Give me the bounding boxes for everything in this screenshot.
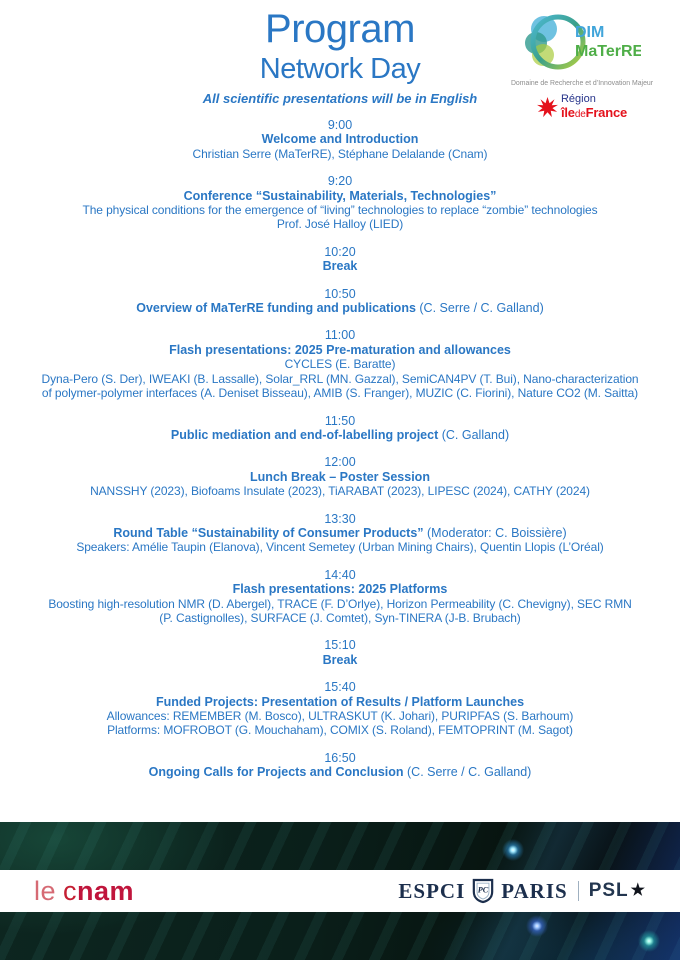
schedule-session [0,680,680,738]
session-title-text: Overview of MaTerRE funding and publications [136,301,416,316]
schedule-session [0,568,680,626]
cnam-le-part: le [34,875,57,906]
session-title-text: Break [322,652,358,667]
session-time: 12:00 [324,455,356,470]
schedule-session [0,328,680,400]
session-title-speakers: (C. Galland) [438,427,510,442]
session-title [30,695,650,709]
session-title [30,470,650,484]
psl-wordmark: PSL [588,880,629,901]
session-title [30,526,650,540]
session-title-text: Flash presentations: 2025 Pre-maturation and allowances [169,342,511,357]
session-time: 13:30 [324,511,356,526]
espci-crest-icon [472,878,494,904]
espci-psl-logo [398,878,646,904]
schedule-session [0,287,680,316]
session-title-text: Conference “Sustainability, Materials, Technologies” [183,188,497,203]
session-detail: Boosting high-resolution NMR (D. Abergel), TRACE (F. D’Orlye), Horizon Permeability (C. Chevigny), SEC RMN (P. Castignolles), SURFACE (J. Comtet), Syn-TINERA (J-B. Brubach) [48,596,632,625]
session-title [30,653,650,667]
session-detail: Prof. José Halloy (LIED) [276,217,404,232]
session-detail: Allowances: REMEMBER (M. Bosco), ULTRASKUT (K. Johari), PURIPFAS (S. Barhoum) [106,709,574,723]
session-detail: Speakers: Amélie Taupin (Elanova), Vincent Semetey (Urban Mining Chairs), Quentin Llopis (L’Oréal) [76,540,604,555]
session-title-speakers: (C. Serre / C. Galland) [415,301,544,316]
language-note: All scientific presentations will be in English [202,91,478,106]
schedule-session [0,455,680,498]
materre-wordmark: MaTerRE [575,43,641,60]
session-time: 14:40 [324,567,356,582]
session-title [30,132,650,146]
schedule-session [0,414,680,443]
session-time: 10:50 [324,286,356,301]
region-word: Région [560,93,596,105]
session-title-speakers: (C. Serre / C. Galland) [403,765,532,780]
schedule-session [0,512,680,555]
france-part: France [585,104,628,120]
session-title [30,765,650,779]
session-time: 11:00 [324,328,356,343]
dim-materre-logo [523,12,641,74]
session-detail: Christian Serre (MaTerRE), Stéphane Delalande (Cnam) [192,146,488,161]
schedule-session [0,638,680,667]
session-title-text: Ongoing Calls for Projects and Conclusion [148,765,404,780]
schedule-session [0,245,680,274]
session-time: 9:00 [327,118,353,132]
espci-crest-monogram: PC [477,885,489,895]
session-title-text: Lunch Break – Poster Session [250,469,430,484]
session-detail: Platforms: MOFROBOT (G. Mouchaham), COMIX (S. Roland), FEMTOPRINT (M. Sagot) [107,723,573,738]
session-time: 15:10 [324,638,356,653]
dim-wordmark: DIM [575,24,605,41]
schedule-session [0,751,680,780]
page-subtitle: Network Day [259,53,421,85]
psl-star-icon: ★ [630,882,646,899]
session-title-text: Funded Projects: Presentation of Results / Platform Launches [155,694,525,709]
schedule [0,118,680,780]
session-title-text: Round Table “Sustainability of Consumer Products” [113,525,424,540]
schedule-session [0,174,680,232]
dim-caption: Domaine de Recherche et d’Innovation Majeur [510,80,654,87]
session-title [30,582,650,596]
session-time: 9:20 [327,174,353,189]
paris-wordmark: PARIS [501,878,568,903]
de-part: de [574,108,586,120]
logo-block [510,12,654,120]
session-time: 16:50 [324,750,356,765]
espci-wordmark: ESPCI [398,878,466,903]
session-title-text: Welcome and Introduction [261,132,419,147]
iledefrance-word [561,106,627,121]
session-detail: NANSSHY (2023), Biofoams Insulate (2023), TiARABAT (2023), LIPESC (2024), CATHY (2024) [90,484,590,499]
footer-banner [0,822,680,960]
session-detail: CYCLES (E. Baratte) [284,357,396,372]
cnam-c-part: c [63,875,78,906]
session-title-speakers: (Moderator: C. Boissière) [423,525,567,540]
session-title [30,428,650,442]
session-detail: Dyna-Pero (S. Der), IWEAKI (B. Lassalle), Solar_RRL (MN. Gazzal), SemiCAN4PV (T. Bui), Nano-characterization of polymer-polymer interfaces (A. Deniset Bisseau), AMIB (S. Franger), MUZIC (C. Fiorini), Nature CO2 (M. Saitta) [41,371,639,401]
session-title [30,343,650,357]
session-title-text: Flash presentations: 2025 Platforms [232,582,448,597]
region-star-icon [537,97,558,118]
partner-logo-band [0,870,680,912]
session-title [30,259,650,273]
session-time: 10:20 [324,244,356,259]
session-title-text: Public mediation and end-of-labelling project [170,427,439,442]
ile-part: île [560,104,575,120]
schedule-session [0,118,680,161]
session-title [30,301,650,315]
logo-divider [578,881,579,901]
region-idf-logo [510,94,654,120]
session-time: 11:50 [324,413,356,428]
page-title: Program [265,7,415,51]
psl-logo [589,880,646,902]
session-time: 15:40 [324,680,356,695]
cnam-logo [34,876,134,907]
session-title [30,189,650,203]
session-detail: The physical conditions for the emergence of “living” technologies to replace “zombie” technologies [82,203,598,218]
session-title-text: Break [322,259,358,274]
cnam-nam-part: nam [77,875,135,906]
